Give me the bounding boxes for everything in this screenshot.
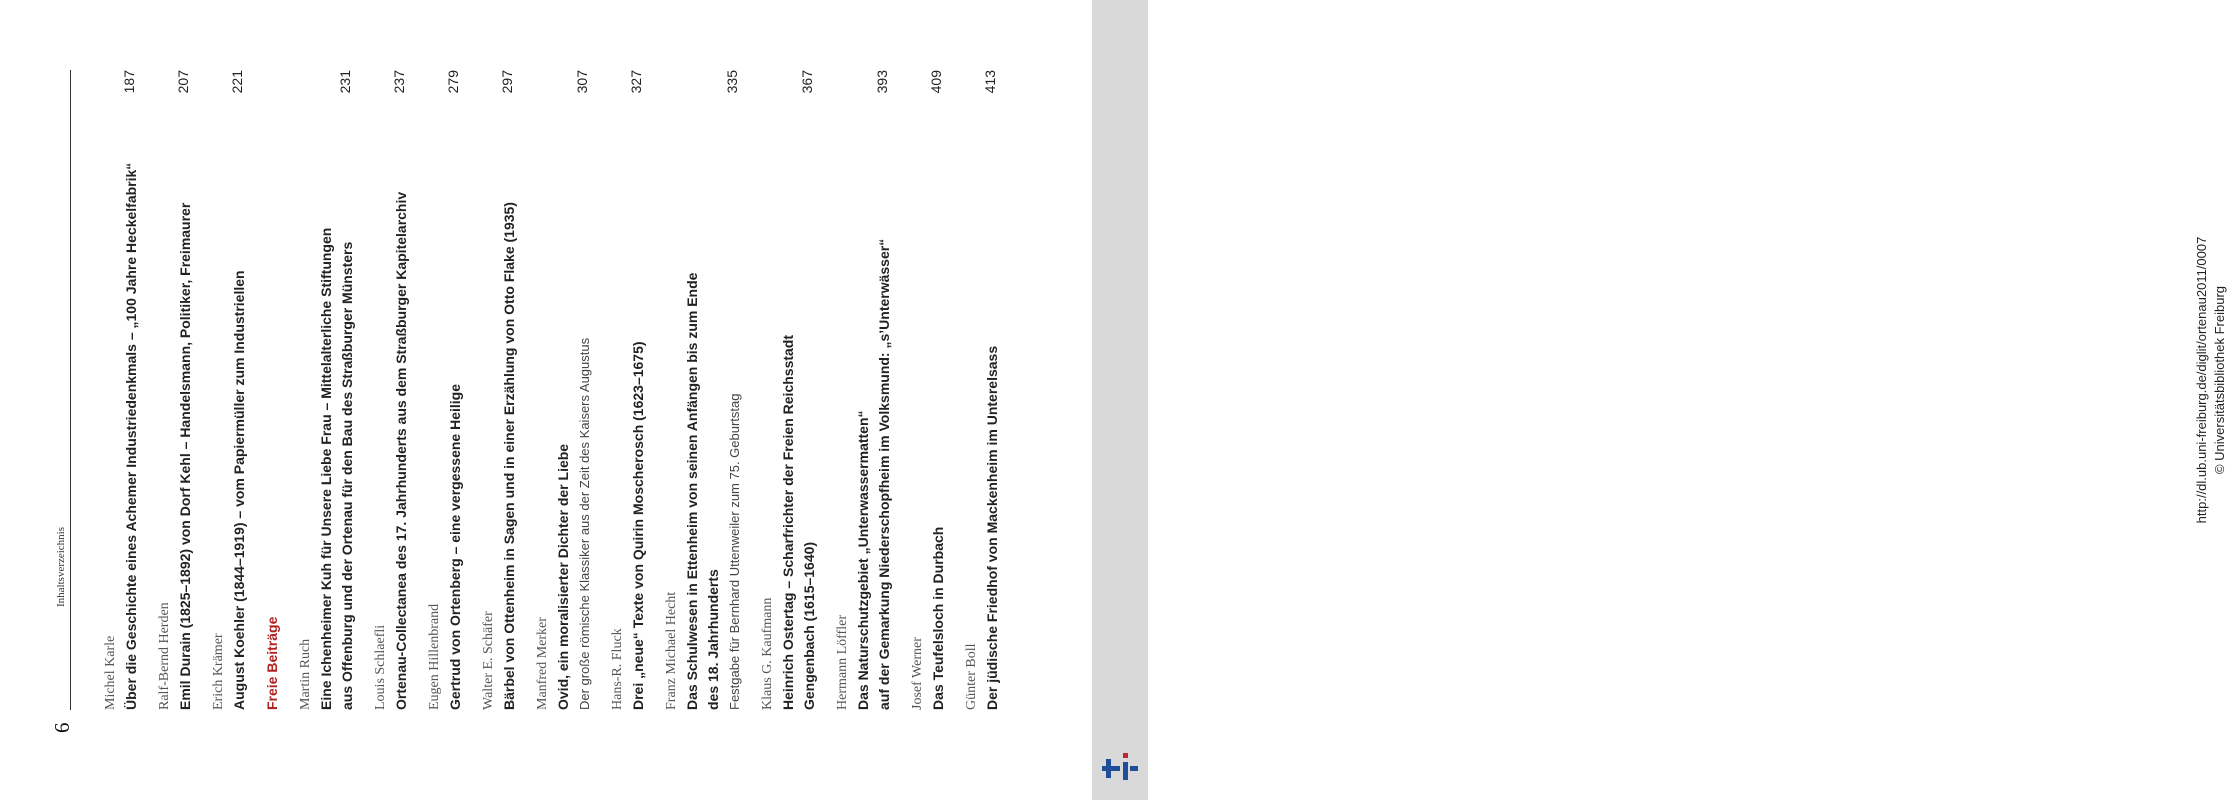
entry-page-number: 413 xyxy=(982,70,998,94)
entry-author: Martin Ruch xyxy=(298,638,313,710)
toc-entry[interactable] xyxy=(661,70,745,710)
entry-title-line: Der jüdische Friedhof von Mackenheim im Unterelsass 413 xyxy=(982,70,1000,710)
entry-page-number: 393 xyxy=(874,70,890,94)
entry-author: Manfred Merker xyxy=(535,617,550,710)
entry-author: Ralf-Bernd Herden xyxy=(157,602,172,710)
ub-freiburg-logo-icon xyxy=(1096,744,1142,788)
entry-page-number: 221 xyxy=(229,70,245,94)
entry-author: Hermann Löffler xyxy=(835,615,850,710)
rotated-page-content xyxy=(0,0,1092,800)
entry-title-line: Über die Geschichte eines Achemer Industriedenkmals – „100 Jahre Heckelfabrik“ 187 xyxy=(121,70,139,710)
entry-title-line: aus Offenburg und der Ortenau für den Bau des Straßburger Münsters 231 xyxy=(337,70,355,710)
entry-title-line: Das Naturschutzgebiet „Unterwassermatten“ xyxy=(855,410,871,710)
entry-author: Günter Boll xyxy=(964,643,979,710)
entry-subtitle: Festgabe für Bernhard Uttenweiler zum 75. Geburtstag 335 xyxy=(724,70,742,710)
toc-entry[interactable] xyxy=(832,70,895,710)
entry-title-line: Ovid, ein moralisierter Dichter der Liebe xyxy=(555,443,571,710)
entry-page-number: 279 xyxy=(445,70,461,94)
entry-author: Hans-R. Fluck xyxy=(610,628,625,710)
entry-title-line: auf der Gemarkung Niederschopfheim im Volksmund: „s’Unterwässer“ 393 xyxy=(874,70,892,710)
toc-entry[interactable] xyxy=(607,70,649,710)
entry-author: Josef Werner xyxy=(910,637,925,710)
entry-author: Michel Karle xyxy=(103,635,118,710)
entry-title-line: Bärbel von Ottenheim in Sagen und in einer Erzählung von Otto Flake (1935) 297 xyxy=(499,70,517,710)
entry-title-line: Ortenau-Collectanea des 17. Jahrhunderts aus dem Straßburger Kapitelarchiv 237 xyxy=(391,70,409,710)
copyright-notice: © Universitätsbibliothek Freiburg xyxy=(2212,285,2227,475)
document-page xyxy=(0,0,1092,800)
source-url[interactable]: http://dl.ub.uni-freiburg.de/diglit/ortenau2011/0007 xyxy=(2194,236,2209,524)
entry-page-number: 409 xyxy=(928,70,944,94)
toc-entries xyxy=(100,70,1015,710)
entry-author: Klaus G. Kaufmann xyxy=(760,597,775,710)
toc-entry[interactable] xyxy=(208,70,250,710)
entry-page-number: 297 xyxy=(499,70,515,94)
entry-page-number: 307 xyxy=(574,70,590,94)
entry-page-number: 327 xyxy=(628,70,644,94)
toc-entry[interactable] xyxy=(757,70,820,710)
viewer-sidebar xyxy=(1092,0,2227,800)
toc-entry[interactable] xyxy=(100,70,142,710)
entry-title-line: Gertrud von Ortenberg – eine vergessene Heilige 279 xyxy=(445,70,463,710)
entry-page-number: 237 xyxy=(391,70,407,94)
entry-page-number: 187 xyxy=(121,70,137,94)
entry-subtitle: Der große römische Klassiker aus der Zeit des Kaisers Augustus 307 xyxy=(574,70,592,710)
entry-title-line: Emil Durain (1825–1892) von Dorf Kehl – Handelsmann, Politiker, Freimaurer 207 xyxy=(175,70,193,710)
entry-title-line: August Koehler (1844–1919) – vom Papiermüller zum Industriellen 221 xyxy=(229,70,247,710)
entry-title-line: Eine Ichenheimer Kuh für Unsere Liebe Frau – Mittelalterliche Stiftungen xyxy=(318,227,334,710)
toc-entry[interactable] xyxy=(370,70,412,710)
toc-entry[interactable] xyxy=(532,70,595,710)
entry-author: Eugen Hillenbrand xyxy=(427,603,442,710)
section-heading-freie-beitraege: Freie Beiträge xyxy=(264,616,280,710)
toc-entry[interactable] xyxy=(154,70,196,710)
sidebar-rotated xyxy=(2184,0,2240,800)
header-rule xyxy=(70,70,71,710)
toc-entry[interactable] xyxy=(424,70,466,710)
entry-title-line: Das Schulwesen in Ettenheim von seinen Anfängen bis zum Ende xyxy=(684,272,700,710)
running-head: Inhaltsverzeichnis xyxy=(55,526,67,607)
entry-title-line: Drei „neue“ Texte von Quirin Moscherosch (1623–1675) 327 xyxy=(628,70,646,710)
entry-page-number: 231 xyxy=(337,70,353,94)
entry-page-number: 367 xyxy=(799,70,815,94)
toc-entry[interactable] xyxy=(295,70,358,710)
toc-entry[interactable] xyxy=(907,70,949,710)
entry-title-line: Gengenbach (1615–1640) 367 xyxy=(799,70,817,710)
entry-title-line: Heinrich Ostertag – Scharfrichter der Freien Reichsstadt xyxy=(780,334,796,710)
entry-author: Franz Michael Hecht xyxy=(664,591,679,710)
entry-title-line: Das Teufelsloch in Durbach 409 xyxy=(928,70,946,710)
entry-title-line: des 18. Jahrhunderts xyxy=(705,569,721,710)
entry-page-number: 335 xyxy=(724,70,740,94)
entry-page-number: 207 xyxy=(175,70,191,94)
entry-author: Walter E. Schäfer xyxy=(481,611,496,710)
entry-author: Erich Krämer xyxy=(211,633,226,710)
page-number: 6 xyxy=(50,722,74,733)
entry-author: Louis Schlaefli xyxy=(373,624,388,710)
toc-entry[interactable] xyxy=(478,70,520,710)
toc-entry[interactable] xyxy=(961,70,1003,710)
